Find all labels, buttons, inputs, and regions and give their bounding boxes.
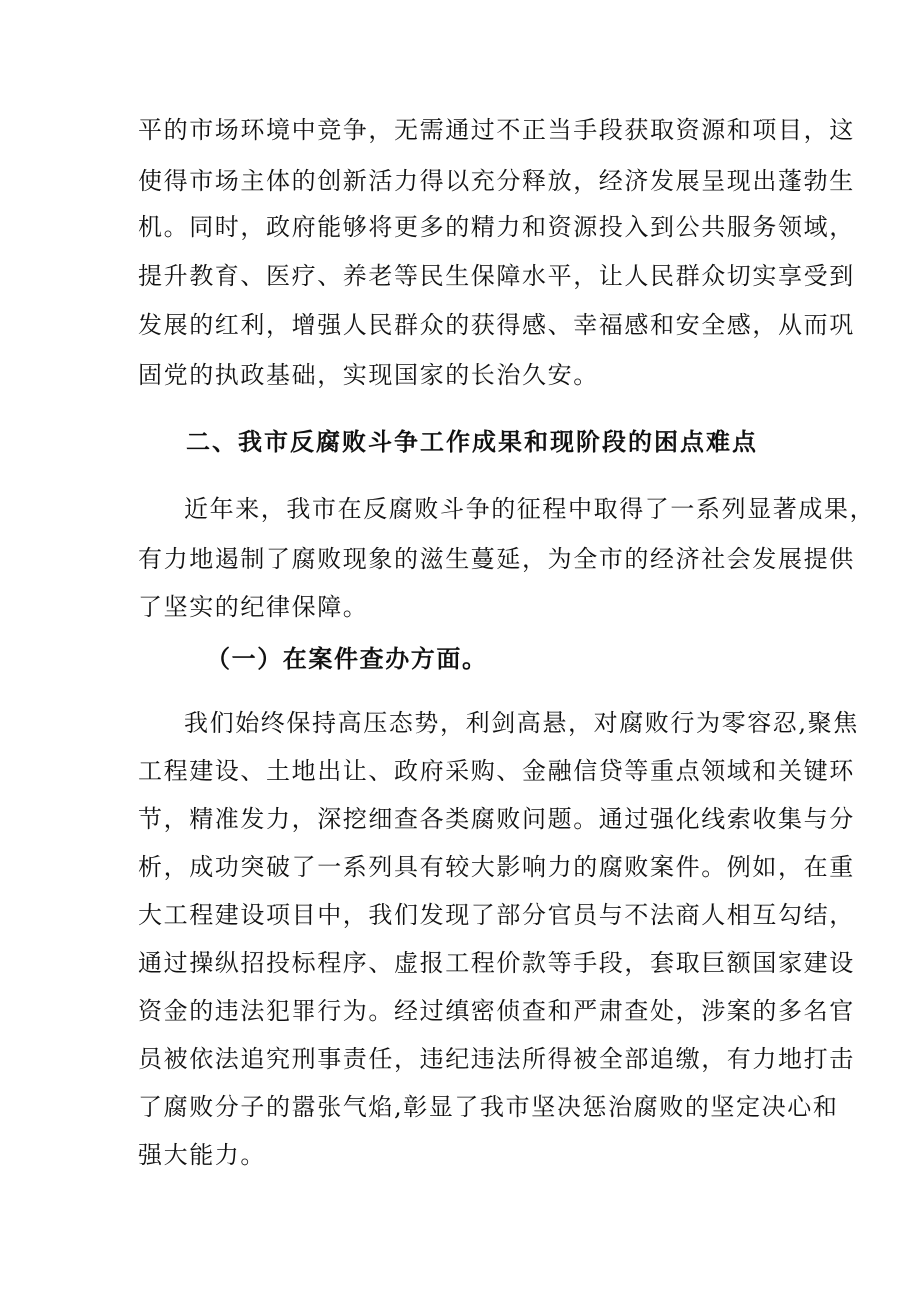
paragraph-line: 节，精准发力，深挖细查各类腐败问题。通过强化线索收集与分 xyxy=(138,805,855,833)
paragraph-line: 固党的执政基础，实现国家的长治久安。 xyxy=(138,361,599,389)
paragraph-line: 了坚实的纪律保障。 xyxy=(138,593,369,621)
paragraph-line: 了腐败分子的嚣张气焰,彰显了我市坚决惩治腐败的坚定决心和 xyxy=(138,1093,839,1121)
paragraph-line: 平的市场环境中竞争，无需通过不正当手段获取资源和项目，这 xyxy=(138,116,855,144)
paragraph-line: 发展的红利，增强人民群众的获得感、幸福感和安全感，从而巩 xyxy=(138,311,855,339)
paragraph-line: 资金的违法犯罪行为。经过缜密侦查和严肃查处，涉案的多名官 xyxy=(138,997,855,1025)
paragraph-line: 通过操纵招投标程序、虚报工程价款等手段，套取巨额国家建设 xyxy=(138,949,855,977)
paragraph-line: 近年来，我市在反腐败斗争的征程中取得了一系列显著成果， xyxy=(184,495,876,523)
paragraph-line: 提升教育、医疗、养老等民生保障水平，让人民群众切实享受到 xyxy=(138,262,855,290)
section-heading: 二、我市反腐败斗争工作成果和现阶段的困点难点 xyxy=(186,427,758,456)
paragraph-line: 工程建设、土地出让、政府采购、金融信贷等重点领域和关键环 xyxy=(138,757,855,785)
paragraph-line: 机。同时，政府能够将更多的精力和资源投入到公共服务领域， xyxy=(138,213,855,241)
paragraph-line: 大工程建设项目中，我们发现了部分官员与不法商人相互勾结， xyxy=(138,901,855,929)
paragraph-line: 有力地遏制了腐败现象的滋生蔓延，为全市的经济社会发展提供 xyxy=(138,545,855,573)
paragraph-line: 析，成功突破了一系列具有较大影响力的腐败案件。例如，在重 xyxy=(138,853,855,881)
paragraph-line: 使得市场主体的创新活力得以充分释放，经济发展呈现出蓬勃生 xyxy=(138,167,855,195)
paragraph-line: 强大能力。 xyxy=(138,1141,266,1169)
paragraph-line: 员被依法追究刑事责任，违纪违法所得被全部追缴，有力地打击 xyxy=(138,1045,855,1073)
subsection-heading: （一）在案件查办方面。 xyxy=(206,644,488,673)
paragraph-line: 我们始终保持高压态势，利剑高悬，对腐败行为零容忍,聚焦 xyxy=(184,709,859,737)
